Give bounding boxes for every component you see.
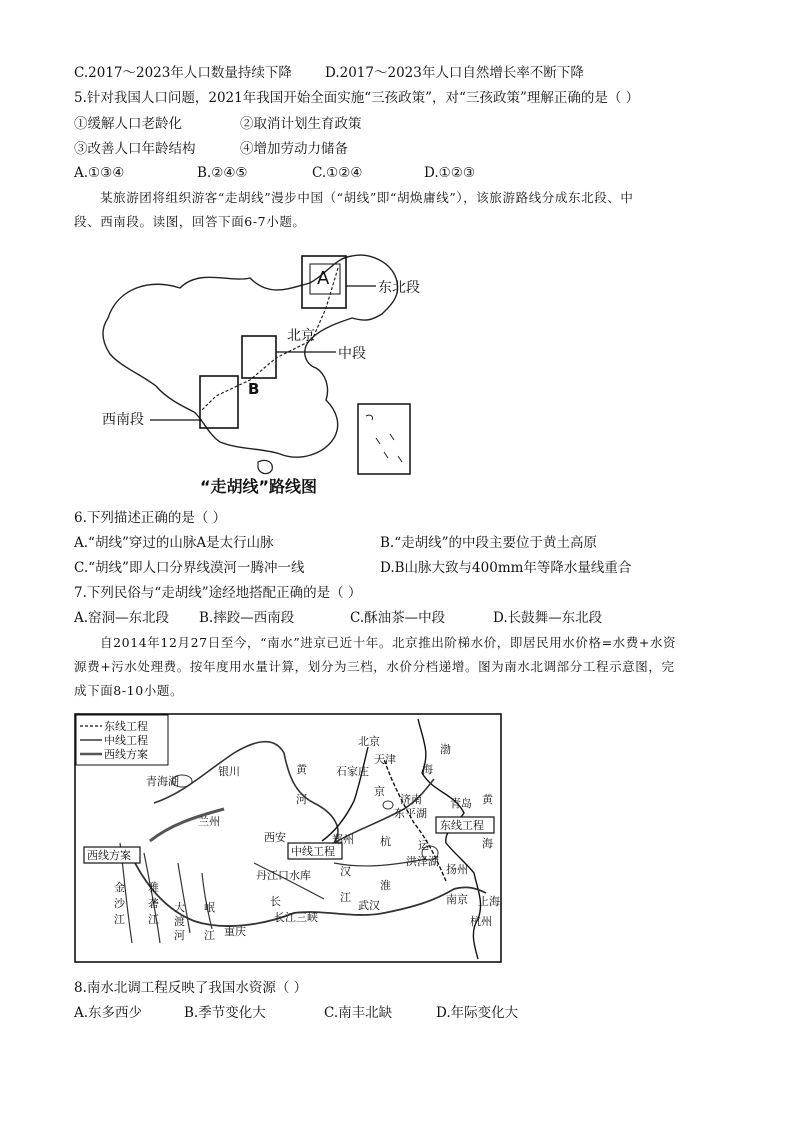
place-lanzhou: 兰州 xyxy=(198,815,220,828)
q5-item-3: ③改善人口年龄结构 xyxy=(74,141,196,157)
label-sw-segment: 西南段 xyxy=(102,412,144,428)
south-sea-inset xyxy=(358,404,410,474)
q5-item-2: ②取消计划生育政策 xyxy=(240,116,362,132)
place-shijiazhuang: 石家庄 xyxy=(336,765,369,778)
q4-option-c: C.2017～2023年人口数量持续下降 xyxy=(74,65,292,81)
label-mid-segment: 中段 xyxy=(338,346,366,362)
place-jinan: 济南 xyxy=(400,793,422,806)
q5-item-1: ①缓解人口老龄化 xyxy=(74,116,182,132)
legend-west: 西线方案 xyxy=(104,748,148,761)
q5-stem: 5.针对我国人口问题，2021年我国开始全面实施“三孩政策”，对“三孩政策”理解正确的是（ ） xyxy=(74,90,640,106)
water-diversion-map xyxy=(74,713,502,963)
q8-option-b: B.季节变化大 xyxy=(184,1005,266,1021)
label-jinsha: 金沙江 xyxy=(114,881,125,926)
legend-east: 东线工程 xyxy=(104,720,148,733)
q7-option-c: C.酥油茶—中段 xyxy=(350,610,446,626)
q8-option-a: A.东多西少 xyxy=(74,1005,143,1021)
route-map-figure xyxy=(90,248,430,500)
label-hai: 海 xyxy=(422,763,433,776)
place-hongzehu: 洪泽湖 xyxy=(406,855,439,868)
place-danjiangkou: 丹江口水库 xyxy=(256,869,311,882)
label-changjiang: 长 xyxy=(270,895,281,908)
middle-route-box-label: 中线工程 xyxy=(291,845,335,858)
place-hangzhou: 杭州 xyxy=(470,915,492,928)
intro-8-10-line2: 源费+污水处理费。按年度用水量计算，划分为三档，水价分档递增。图为南水北调部分工程示意图，完 xyxy=(74,659,675,674)
place-shanghai: 上海 xyxy=(478,895,500,908)
label-b: B xyxy=(248,380,260,398)
label-beijing: 北京 xyxy=(287,328,315,344)
place-dongpinghu: 东平湖 xyxy=(394,807,427,820)
place-tianjin: 天津 xyxy=(374,753,396,766)
place-yinchuan: 银川 xyxy=(218,765,240,778)
place-qingdao: 青岛 xyxy=(450,797,472,810)
label-dadu: 大渡河 xyxy=(174,901,185,942)
label-huanghe: 黄河 xyxy=(296,763,307,806)
place-qinghaihu: 青海湖 xyxy=(146,775,179,788)
place-wuhan: 武汉 xyxy=(358,899,380,912)
label-jinghang: 京杭 xyxy=(374,785,391,848)
q7-option-b: B.摔跤—西南段 xyxy=(199,610,295,626)
q5-option-b: B.②④⑤ xyxy=(197,165,248,181)
q7-option-a: A.窑洞—东北段 xyxy=(74,610,170,626)
place-beijing: 北京 xyxy=(358,735,380,748)
map1-caption: “走胡线”路线图 xyxy=(200,477,318,496)
label-yun: 运 xyxy=(418,839,429,852)
place-yangzhou: 扬州 xyxy=(446,863,468,876)
q6-option-a: A.“胡线”穿过的山脉A是太行山脉 xyxy=(74,535,274,551)
label-bohai: 渤 xyxy=(440,743,451,756)
label-huanghai: 黄海 xyxy=(482,793,493,850)
intro-8-10-line1: 自2014年12月27日至今，“南水”进京已近十年。北京推出阶梯水价，即居民用水价格=水费+水资 xyxy=(100,635,677,650)
label-a: A xyxy=(317,268,330,289)
q6-option-c: C.“胡线”即人口分界线漠河一腾冲一线 xyxy=(74,560,305,576)
west-scheme-box-label: 西线方案 xyxy=(87,849,131,862)
q8-option-c: C.南丰北缺 xyxy=(324,1005,393,1021)
place-sanxia: 长江三峡 xyxy=(274,911,318,924)
place-zhengzhou: 郑州 xyxy=(332,833,354,846)
q5-option-d: D.①②③ xyxy=(424,165,475,181)
east-route-box-label: 东线工程 xyxy=(440,819,484,832)
intro-8-10-line3: 成下面8-10小题。 xyxy=(74,683,184,698)
mid-segment-box xyxy=(242,336,276,378)
label-han: 汉江 xyxy=(340,865,351,904)
q5-option-a: A.①③④ xyxy=(74,165,125,181)
q8-option-d: D.年际变化大 xyxy=(436,1005,519,1021)
label-huai: 淮 xyxy=(380,879,391,892)
hainan-island xyxy=(258,460,272,473)
place-xian: 西安 xyxy=(264,831,286,844)
place-chongqing: 重庆 xyxy=(224,925,246,938)
q7-option-d: D.长鼓舞—东北段 xyxy=(493,610,603,626)
label-ne-segment: 东北段 xyxy=(378,280,420,296)
q5-option-c: C.①②④ xyxy=(312,165,363,181)
sw-segment-box xyxy=(200,376,238,428)
q7-stem: 7.下列民俗与“走胡线”途经地搭配正确的是（ ） xyxy=(74,585,362,601)
intro-6-7-line1: 某旅游团将组织游客“走胡线”漫步中国（“胡线”即“胡焕庸线”），该旅游路线分成东北段、中 xyxy=(100,190,634,205)
place-nanjing: 南京 xyxy=(446,893,468,906)
label-min: 岷江 xyxy=(204,901,215,942)
intro-6-7-line2: 段、西南段。读图，回答下面6-7小题。 xyxy=(74,214,306,229)
q6-stem: 6.下列描述正确的是（ ） xyxy=(74,510,227,526)
q6-option-b: B.“走胡线”的中段主要位于黄土高原 xyxy=(380,535,598,551)
q8-stem: 8.南水北调工程反映了我国水资源（ ） xyxy=(74,980,308,996)
q6-option-d: D.B山脉大致与400mm年等降水量线重合 xyxy=(380,560,632,576)
q4-option-d: D.2017～2023年人口自然增长率不断下降 xyxy=(325,65,584,81)
q5-item-4: ④增加劳动力储备 xyxy=(240,141,348,157)
label-yalong: 雅砻江 xyxy=(148,881,159,926)
legend-middle: 中线工程 xyxy=(104,734,148,747)
